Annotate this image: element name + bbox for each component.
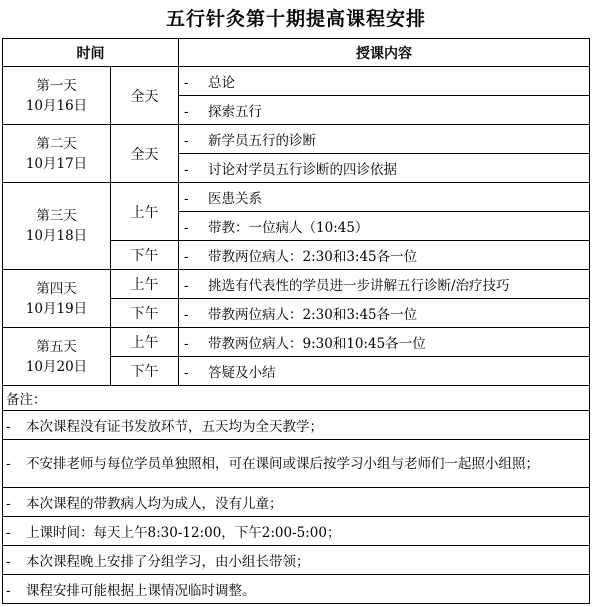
slot-label: 上午	[111, 183, 179, 241]
slot-label: 全天	[111, 67, 179, 125]
day-date: 10月19日	[25, 300, 88, 317]
course-item	[179, 299, 590, 328]
day-cell	[3, 183, 111, 270]
bullet-dash: -	[184, 365, 189, 381]
bullet-dash: -	[6, 554, 11, 570]
table-row	[3, 125, 590, 154]
bullet-dash: -	[6, 419, 11, 435]
day-cell	[3, 125, 111, 183]
bullet-dash: -	[6, 496, 11, 512]
course-item	[179, 270, 590, 299]
bullet-dash: -	[184, 162, 189, 178]
day-label: 第三天	[36, 208, 77, 224]
note-item	[3, 411, 590, 440]
note-row	[3, 488, 590, 517]
note-text: 本次课程的带教病人均为成人，没有儿童；	[26, 496, 283, 512]
course-item	[179, 154, 590, 183]
item-text: 带教两位病人：2:30和3:45各一位	[208, 307, 418, 323]
table-row	[3, 328, 590, 357]
item-text: 答疑及小结	[208, 365, 276, 381]
day-date: 10月17日	[25, 155, 88, 172]
slot-label: 全天	[111, 125, 179, 183]
note-text: 本次课程晚上安排了分组学习，由小组长带领；	[26, 554, 310, 570]
course-item	[179, 125, 590, 154]
course-item	[179, 183, 590, 212]
slot-label: 上午	[111, 328, 179, 357]
course-item	[179, 67, 590, 96]
day-label: 第一天	[36, 77, 77, 94]
item-text: 探索五行	[208, 104, 262, 120]
slot-label: 上午	[111, 270, 179, 299]
bullet-dash: -	[184, 220, 189, 236]
bullet-dash: -	[184, 104, 189, 120]
item-text: 医患关系	[208, 191, 262, 207]
note-item	[3, 517, 590, 546]
course-item	[179, 328, 590, 357]
day-label: 第二天	[36, 135, 77, 152]
bullet-dash: -	[184, 278, 189, 294]
schedule-table	[2, 38, 590, 604]
note-text: 课程安排可能根据上课情况临时调整。	[26, 583, 256, 599]
day-cell	[3, 328, 111, 386]
notes-header-row	[3, 386, 590, 411]
bullet-dash: -	[184, 191, 189, 207]
table-row	[3, 67, 590, 96]
bullet-dash: -	[184, 336, 189, 352]
item-text: 讨论对学员五行诊断的四诊依据	[208, 162, 397, 178]
note-item	[3, 546, 590, 575]
note-row	[3, 411, 590, 440]
note-text: 不安排老师与每位学员单独照相，可在课间或课后按学习小组与老师们一起照小组照；	[26, 455, 539, 472]
note-row	[3, 517, 590, 546]
day-cell	[3, 270, 111, 328]
header-time: 时间	[3, 39, 179, 67]
course-item	[179, 357, 590, 386]
item-text: 带教两位病人：2:30和3:45各一位	[208, 249, 418, 265]
day-date: 10月20日	[25, 358, 88, 375]
bullet-dash: -	[6, 525, 11, 541]
bullet-dash: -	[184, 75, 189, 91]
item-text: 新学员五行的诊断	[208, 133, 316, 149]
table-header-row	[3, 39, 590, 67]
day-date: 10月18日	[25, 228, 88, 244]
course-item	[179, 241, 590, 270]
day-cell	[3, 67, 111, 125]
day-date: 10月16日	[25, 97, 88, 114]
slot-label: 下午	[111, 299, 179, 328]
bullet-dash: -	[184, 133, 189, 149]
note-row	[3, 440, 590, 488]
note-item	[3, 488, 590, 517]
bullet-dash: -	[184, 307, 189, 323]
note-item	[3, 440, 590, 488]
note-item	[3, 575, 590, 604]
item-text: 总论	[208, 75, 235, 91]
slot-label: 下午	[111, 241, 179, 270]
bullet-dash: -	[6, 455, 11, 472]
bullet-dash: -	[184, 249, 189, 265]
item-text: 带教两位病人：9:30和10:45各一位	[208, 336, 426, 352]
note-row	[3, 575, 590, 604]
item-text: 挑选有代表性的学员进一步讲解五行诊断/治疗技巧	[208, 278, 510, 294]
item-text: 带教：一位病人（10:45）	[208, 220, 369, 236]
note-row	[3, 546, 590, 575]
course-item	[179, 212, 590, 241]
course-item	[179, 96, 590, 125]
bullet-dash: -	[6, 583, 11, 599]
notes-title: 备注：	[3, 386, 590, 411]
header-content: 授课内容	[179, 39, 590, 67]
day-label: 第五天	[36, 338, 77, 355]
note-text: 上课时间：每天上午8:30-12:00，下午2:00-5:00；	[26, 525, 341, 541]
note-text: 本次课程没有证书发放环节，五天均为全天教学；	[26, 419, 323, 435]
slot-label: 下午	[111, 357, 179, 386]
table-row	[3, 270, 590, 299]
day-label: 第四天	[36, 280, 77, 297]
page-title: 五行针灸第十期提高课程安排	[165, 8, 426, 30]
table-row	[3, 183, 590, 212]
